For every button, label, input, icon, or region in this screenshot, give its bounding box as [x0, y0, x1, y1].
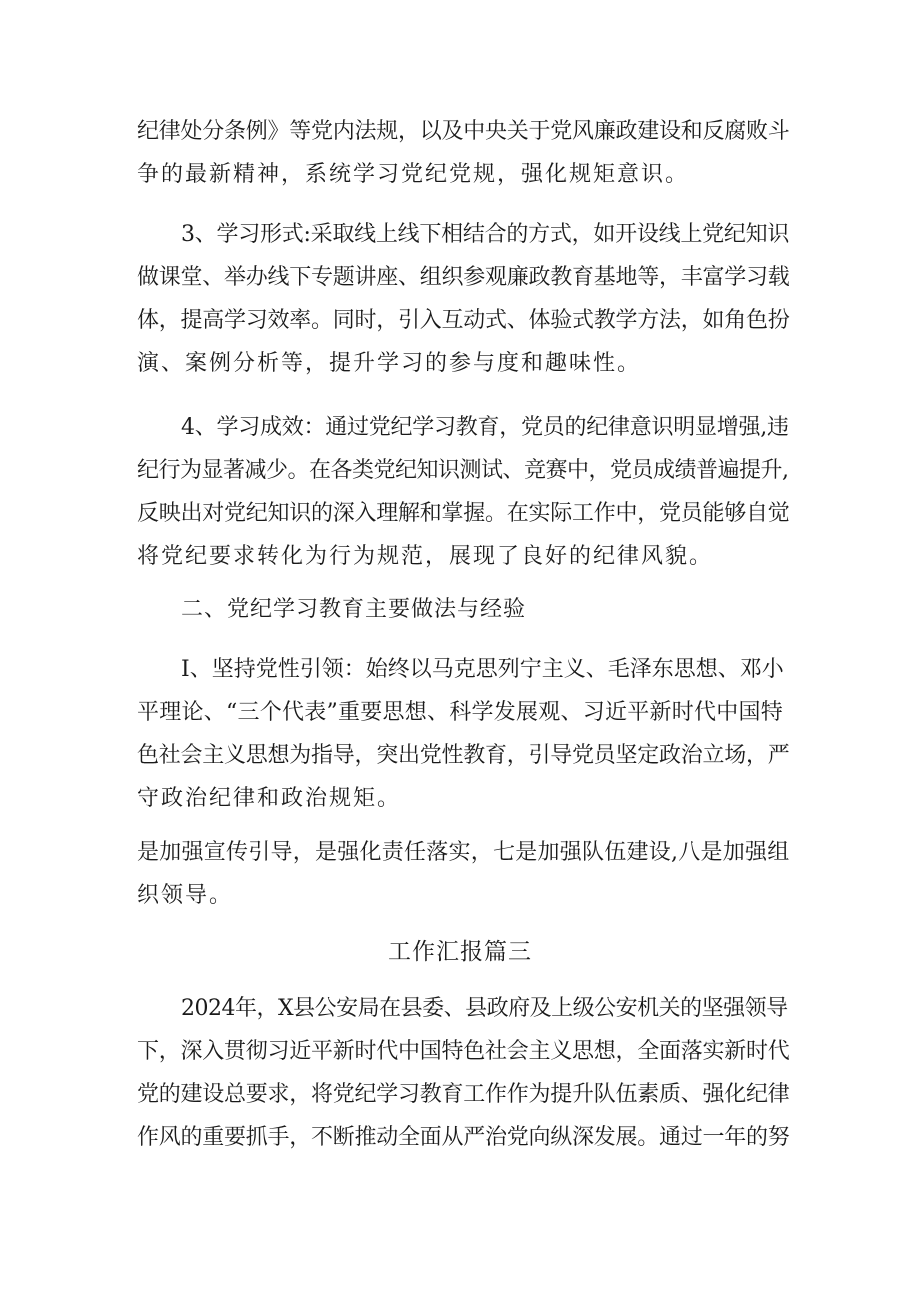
- paragraph-line: 织领导。: [137, 883, 234, 908]
- paragraph-line: 体，提高学习效率。同时，引入互动式、体验式教学方法，如角色扮: [137, 308, 790, 333]
- paragraph-line: 作风的重要抓手，不断推动全面从严治党向纵深发展。通过一年的努: [137, 1125, 790, 1150]
- article-title: 工作汇报篇三: [388, 939, 532, 965]
- paragraph-line: 2024年，X县公安局在县委、县政府及上级公安机关的坚强领导: [181, 996, 788, 1021]
- paragraph-line: 争的最新精神，系统学习党纪党规，强化规矩意识。: [137, 162, 690, 187]
- paragraph-line: 守政治纪律和政治规矩。: [137, 786, 402, 811]
- paragraph-line: 反映出对党纪知识的深入理解和掌握。在实际工作中，党员能够自觉: [137, 501, 790, 526]
- paragraph-line: 纪律处分条例》等党内法规，以及中央关于党风廉政建设和反腐败斗: [137, 119, 790, 144]
- paragraph-line: 演、案例分析等，提升学习的参与度和趣味性。: [137, 351, 642, 376]
- paragraph-line: 4、学习成效：通过党纪学习教育，党员的纪律意识明显增强,违: [181, 415, 789, 440]
- paragraph-line: 下，深入贯彻习近平新时代中国特色社会主义思想，全面落实新时代: [137, 1039, 790, 1064]
- paragraph-line: 将党纪要求转化为行为规范，展现了良好的纪律风貌。: [137, 544, 714, 569]
- paragraph-line: 平理论、“三个代表”重要思想、科学发展观、习近平新时代中国特: [137, 700, 783, 725]
- paragraph-line: 色社会主义思想为指导，突出党性教育，引导党员坚定政治立场，严: [137, 743, 790, 768]
- paragraph-line: 做课堂、举办线下专题讲座、组织参观廉政教育基地等，丰富学习载: [137, 265, 790, 290]
- paragraph-line: 是加强宣传引导，是强化责任落实，七是加强队伍建设,八是加强组: [137, 840, 790, 865]
- paragraph-line: I、坚持党性引领：始终以马克思列宁主义、毛泽东思想、邓小: [181, 657, 784, 682]
- section-heading: 二、党纪学习教育主要做法与经验: [181, 597, 527, 622]
- paragraph-line: 纪行为显著减少。在各类党纪知识测试、竞赛中，党员成绩普遍提升,: [137, 458, 789, 483]
- paragraph-line: 3、学习形式:采取线上线下相结合的方式，如开设线上党纪知识: [181, 222, 790, 247]
- paragraph-line: 党的建设总要求，将党纪学习教育工作作为提升队伍素质、强化纪律: [137, 1082, 790, 1107]
